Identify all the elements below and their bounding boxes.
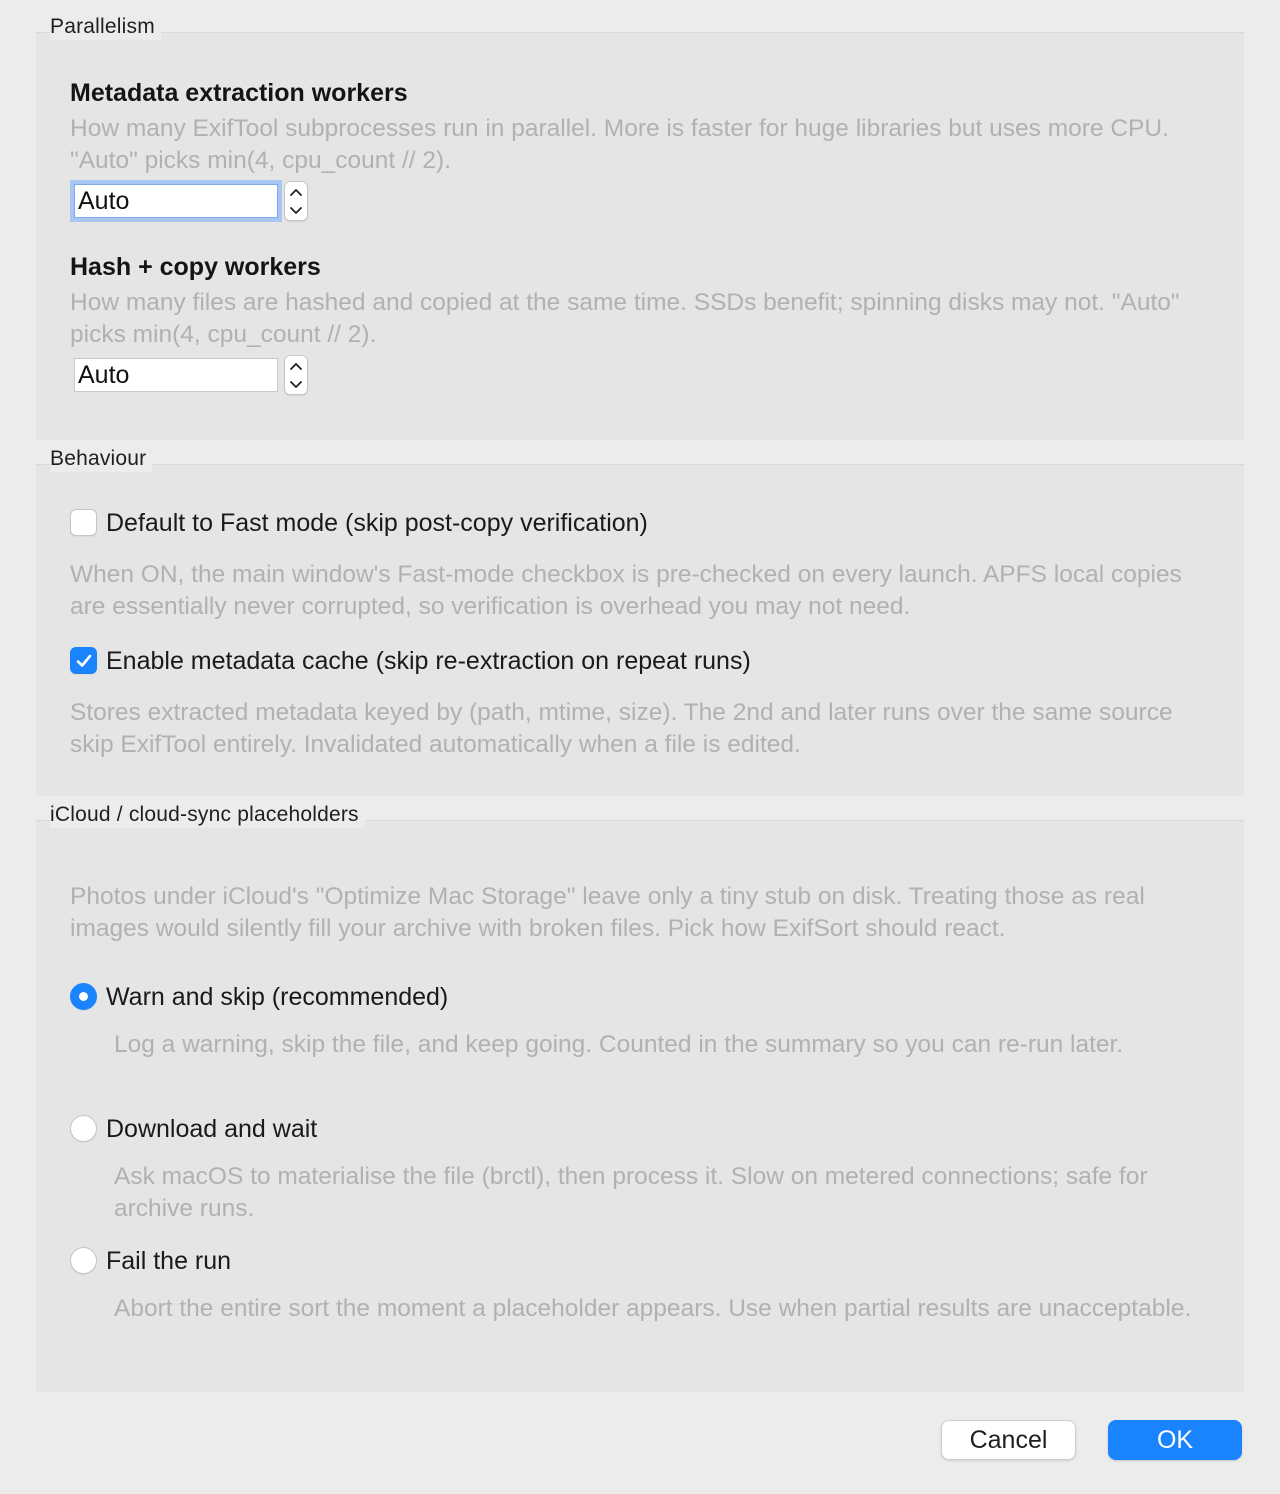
- metadata-workers-decrement[interactable]: [285, 201, 307, 220]
- chevron-down-icon: [290, 381, 302, 389]
- fail-the-run-label[interactable]: Fail the run: [106, 1247, 232, 1275]
- chevron-up-icon: [290, 188, 302, 196]
- metadata-cache-checkbox[interactable]: [70, 647, 97, 674]
- chevron-up-icon: [290, 362, 302, 370]
- metadata-workers-increment[interactable]: [285, 182, 307, 201]
- download-and-wait-label[interactable]: Download and wait: [106, 1115, 318, 1143]
- fail-the-run-help: Abort the entire sort the moment a placeholder appears. Use when partial results are unacceptable.: [114, 1295, 1192, 1322]
- metadata-workers-help: How many ExifTool subprocesses run in parallel. More is faster for huge libraries but uses more CPU. "Auto" picks min(4, cpu_count // 2).: [70, 115, 1169, 174]
- hash-workers-stepper[interactable]: [284, 355, 308, 395]
- hash-workers-increment[interactable]: [285, 356, 307, 375]
- metadata-workers-field[interactable]: [74, 184, 278, 218]
- chevron-down-icon: [290, 207, 302, 215]
- radio-fail-the-run[interactable]: [70, 1247, 97, 1274]
- fast-mode-checkbox[interactable]: [70, 509, 97, 536]
- radio-warn-and-skip[interactable]: [70, 983, 97, 1010]
- metadata-workers-heading: Metadata extraction workers: [70, 79, 408, 107]
- icloud-intro: Photos under iCloud's "Optimize Mac Storage" leave only a tiny stub on disk. Treating those as real images would silently fill your archive with broken files. Pick how ExifSort should react.: [70, 883, 1145, 942]
- ok-button[interactable]: OK: [1108, 1420, 1242, 1460]
- hash-workers-heading: Hash + copy workers: [70, 253, 321, 281]
- metadata-workers-stepper[interactable]: [284, 181, 308, 221]
- fast-mode-label[interactable]: Default to Fast mode (skip post-copy verification): [106, 509, 648, 537]
- fast-mode-help: When ON, the main window's Fast-mode checkbox is pre-checked on every launch. APFS local copies are essentially never corrupted, so verification is overhead you may not need.: [70, 561, 1182, 620]
- warn-and-skip-help: Log a warning, skip the file, and keep going. Counted in the summary so you can re-run later.: [114, 1031, 1124, 1058]
- metadata-cache-help: Stores extracted metadata keyed by (path, mtime, size). The 2nd and later runs over the same source skip ExifTool entirely. Invalidated automatically when a file is edited.: [70, 699, 1173, 758]
- radio-download-and-wait[interactable]: [70, 1115, 97, 1142]
- checkmark-icon: [74, 651, 94, 671]
- parallelism-group-title: Parallelism: [50, 14, 161, 40]
- hash-workers-decrement[interactable]: [285, 375, 307, 394]
- download-and-wait-help: Ask macOS to materialise the file (brctl), then process it. Slow on metered connections; safe for archive runs.: [114, 1163, 1148, 1222]
- icloud-group-title: iCloud / cloud-sync placeholders: [50, 802, 365, 828]
- cancel-button[interactable]: Cancel: [941, 1420, 1076, 1460]
- metadata-cache-label[interactable]: Enable metadata cache (skip re-extraction on repeat runs): [106, 647, 751, 675]
- hash-workers-help: How many files are hashed and copied at the same time. SSDs benefit; spinning disks may not. "Auto" picks min(4, cpu_count // 2).: [70, 289, 1180, 348]
- warn-and-skip-label[interactable]: Warn and skip (recommended): [106, 983, 449, 1011]
- behaviour-group-title: Behaviour: [50, 446, 152, 472]
- hash-workers-field[interactable]: [74, 358, 278, 392]
